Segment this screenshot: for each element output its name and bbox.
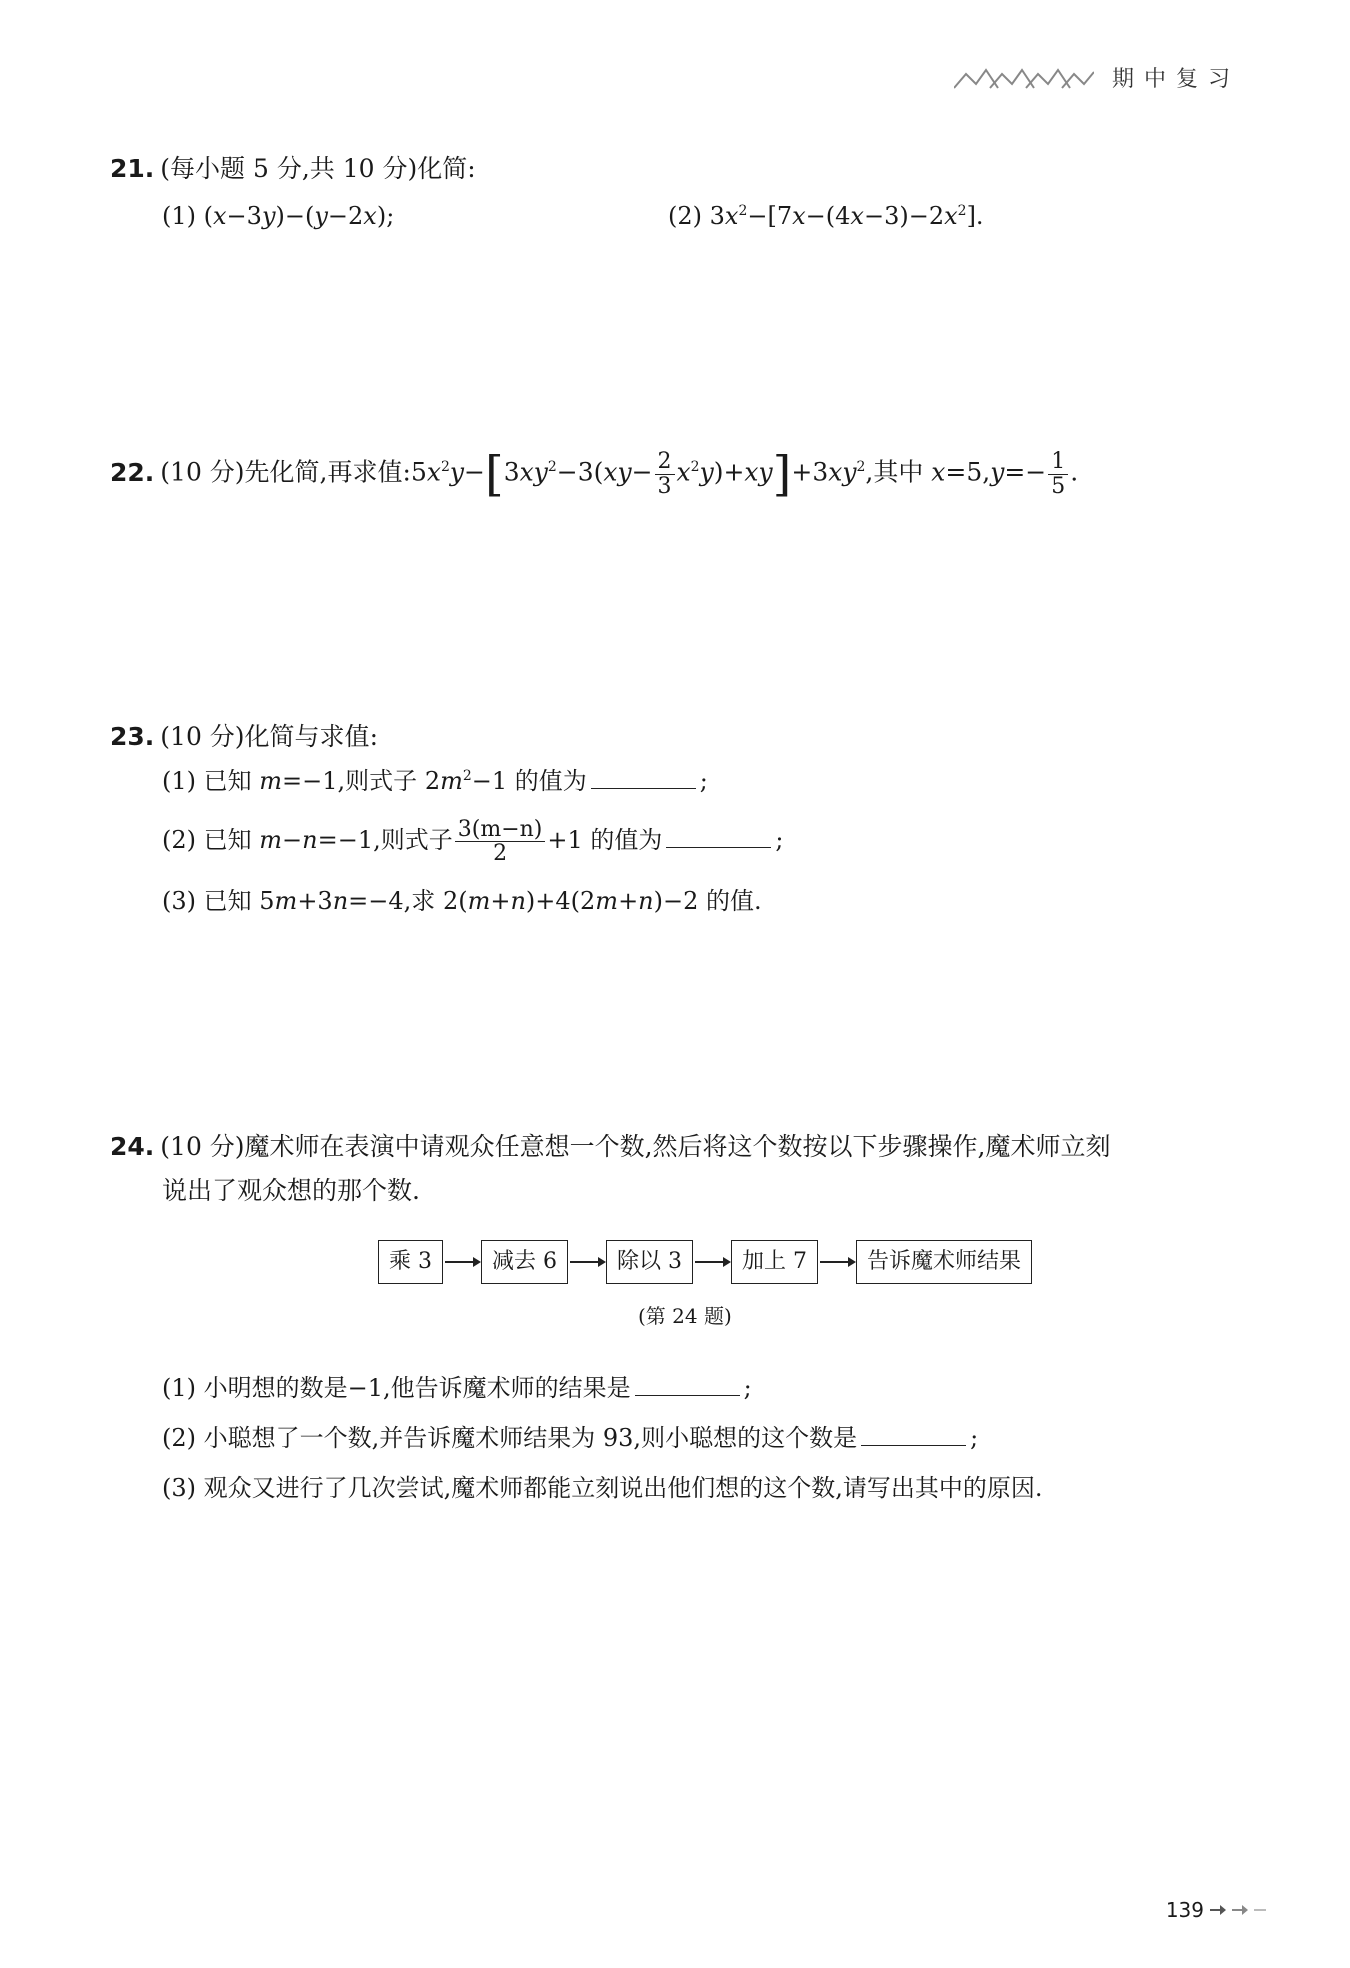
q24-part-3: (3) 观众又进行了几次尝试,魔术师都能立刻说出他们想的这个数,请写出其中的原因. [162,1474,1043,1502]
question-24: 24. (10 分)魔术师在表演中请观众任意想一个数,然后将这个数按以下步骤操作,魔术师立刻 [110,1132,1111,1161]
q23-part-3: (3) 已知 5m+3n=−4,求 2(m+n)+4(2m+n)−2 的值. [162,887,762,915]
answer-blank[interactable] [861,1445,966,1446]
page-footer [1166,1898,1270,1922]
arrow-icon [568,1252,606,1272]
fraction-one-fifth: $\frac{1}{5}$ [1048,450,1068,497]
flow-step: 减去 6 [481,1240,568,1284]
q21-part-2: (2) $3x^2-[7x-(4x-3)-2x^2]$. [668,202,984,230]
q23-part-1: (1) 已知 m=−1,则式子 $2m^2-1$ 的值为 ; [162,767,708,795]
answer-blank[interactable] [635,1395,740,1396]
header-title: 期中复习 [1111,67,1240,92]
q24-part-1: (1) 小明想的数是−1,他告诉魔术师的结果是 ; [162,1374,752,1402]
question-number: 21. [110,154,155,183]
flow-step: 加上 7 [731,1240,818,1284]
answer-blank[interactable] [591,788,696,789]
mountains-icon [954,64,1094,92]
fraction: $\frac{3(m-n)}{2}$ [455,818,546,865]
flow-diagram [378,1240,1032,1284]
q23-part-2: (2) 已知 m−n=−1,则式子 $\frac{3(m-n)}{2}$ +1 的值为 ; [162,817,784,867]
figure-caption: (第 24 题) [638,1304,732,1328]
answer-blank[interactable] [666,847,771,848]
arrow-icon [693,1252,731,1272]
q24-part-2: (2) 小聪想了一个数,并告诉魔术师结果为 93,则小聪想的这个数是 ; [162,1424,979,1452]
question-22: 22. (10 分)先化简,再求值$:5x^2y-[3xy^2-3(xy-$ $\frac{2}{3}$ $x^2y)+xy]+3xy^2$,其中 x=5,y=− $\frac{1}{5}$ . [110,446,1079,502]
arrow-icon [443,1252,481,1272]
question-21 [110,150,476,189]
flow-step: 除以 3 [606,1240,693,1284]
q21-part-1: (1) (x−3y)−(y−2x); [162,202,395,230]
double-arrow-icon [1210,1903,1270,1917]
question-24-line2: 说出了观众想的那个数. [162,1176,420,1205]
flow-step: 乘 3 [378,1240,443,1284]
fraction-two-thirds: $\frac{2}{3}$ [655,450,675,497]
question-23: 23. (10 分)化简与求值: [110,722,378,751]
running-header [954,62,1240,93]
page-number: 139 [1165,1898,1204,1922]
arrow-icon [818,1252,856,1272]
flow-step: 告诉魔术师结果 [856,1240,1032,1284]
question-head: (每小题 5 分,共 10 分)化简: [160,154,476,183]
